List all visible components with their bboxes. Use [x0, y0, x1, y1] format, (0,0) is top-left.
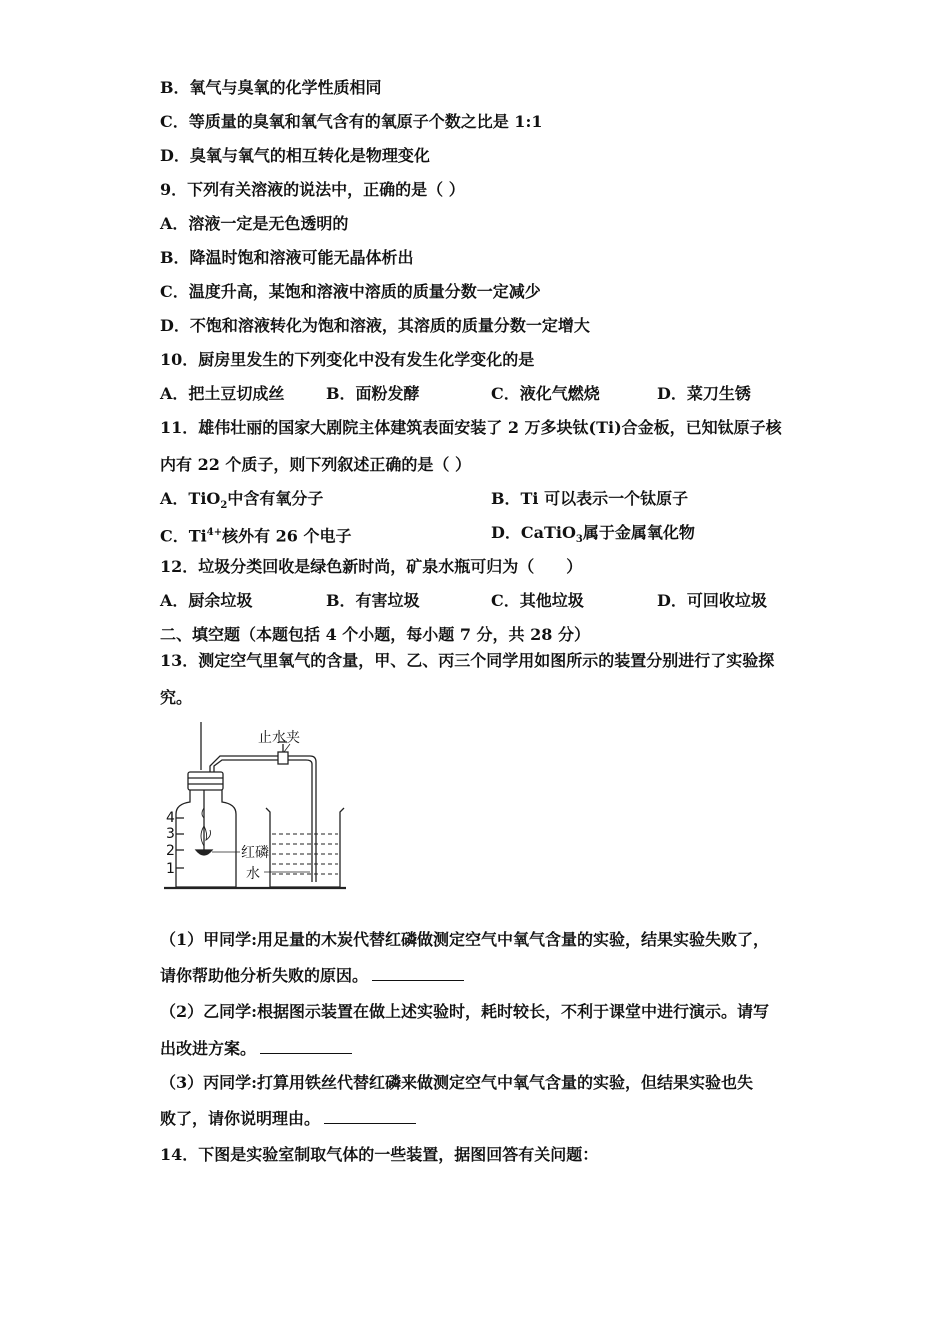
rubber-stopper: [188, 772, 223, 790]
q9-stem: 9．下列有关溶液的说法中，正确的是（ ）: [160, 180, 465, 199]
q13-part3-line1: （3）丙同学:打算用铁丝代替红磷来做测定空气中氧气含量的实验，但结果实验也失: [160, 1073, 754, 1092]
q11-option-b: B．Ti 可以表示一个钛原子: [491, 489, 689, 508]
scale-mark-4: 4: [166, 810, 175, 826]
q8-option-b: B．氧气与臭氧的化学性质相同: [160, 78, 382, 97]
delivery-tube-upper: [210, 756, 286, 772]
q9-option-d: D．不饱和溶液转化为饱和溶液，其溶质的质量分数一定增大: [160, 316, 590, 335]
q11-stem-line2: 内有 22 个质子，则下列叙述正确的是（ ）: [160, 455, 471, 474]
q10-option-c: C．液化气燃烧: [491, 384, 600, 403]
water-label: 水: [246, 866, 260, 882]
q13-part3-line2: 败了，请你说明理由。: [160, 1109, 416, 1129]
water-clamp: [278, 752, 288, 764]
section-heading: 二、填空题（本题包括 4 个小题，每小题 7 分，共 28 分）: [160, 625, 590, 644]
q11-stem-line1: 11．雄伟壮丽的国家大剧院主体建筑表面安装了 2 万多块钛(Ti)合金板，已知钛原子核: [160, 418, 782, 437]
q9-option-c: C．温度升高，某饱和溶液中溶质的质量分数一定减少: [160, 282, 541, 301]
q8-option-c: C．等质量的臭氧和氧气含有的氧原子个数之比是 1:1: [160, 112, 543, 131]
beaker: [266, 808, 344, 887]
q13-part2-line1: （2）乙同学:根据图示装置在做上述实验时，耗时较长，不利于课堂中进行演示。请写: [160, 1002, 770, 1021]
apparatus-figure: [160, 722, 360, 897]
q14-stem: 14．下图是实验室制取气体的一些装置，据图回答有关问题：: [160, 1145, 599, 1164]
scale-mark-1: 1: [166, 861, 175, 877]
q13-stem-line2: 究。: [160, 688, 193, 707]
q12-option-d: D．可回收垃圾: [657, 591, 767, 610]
q10-option-b: B．面粉发酵: [326, 384, 420, 403]
q10-stem: 10．厨房里发生的下列变化中没有发生化学变化的是: [160, 350, 535, 369]
q12-option-c: C．其他垃圾: [491, 591, 584, 610]
q12-option-a: A．厨余垃圾: [160, 591, 253, 610]
water-surface: [272, 834, 338, 874]
q13-part1-line1: （1）甲同学:用足量的木炭代替红磷做测定空气中氧气含量的实验，结果实验失败了，: [160, 930, 770, 949]
combustion-spoon: [196, 850, 212, 855]
clamp-label: 止水夹: [258, 730, 300, 746]
q11-option-c: C．$Ti^{4+}$核外有 26 个电子: [160, 526, 352, 546]
q11-option-a: A．TiO$_2$中含有氧分子: [160, 489, 324, 512]
q8-option-d: D．臭氧与氧气的相互转化是物理变化: [160, 146, 430, 165]
scale-mark-2: 2: [166, 843, 175, 859]
answer-blank-3[interactable]: [324, 1109, 416, 1124]
answer-blank-2[interactable]: [260, 1039, 352, 1054]
q12-option-b: B．有害垃圾: [326, 591, 420, 610]
q13-stem-line1: 13．测定空气里氧气的含量，甲、乙、丙三个同学用如图所示的装置分别进行了实验探: [160, 651, 775, 670]
answer-blank-1[interactable]: [372, 966, 464, 981]
q9-option-a: A．溶液一定是无色透明的: [160, 214, 349, 233]
scale-mark-3: 3: [166, 826, 175, 842]
q13-part2-line2: 出改进方案。: [160, 1039, 352, 1059]
q10-option-a: A．把土豆切成丝: [160, 384, 285, 403]
q13-part1-line2: 请你帮助他分析失败的原因。: [160, 966, 464, 986]
q11-option-d: D．CaTiO$_3$属于金属氧化物: [491, 523, 695, 546]
q9-option-b: B．降温时饱和溶液可能无晶体析出: [160, 248, 414, 267]
phosphorus-label: 红磷: [241, 845, 269, 861]
q10-option-d: D．菜刀生锈: [657, 384, 751, 403]
q12-stem: 12．垃圾分类回收是绿色新时尚，矿泉水瓶可归为（ ）: [160, 557, 583, 576]
